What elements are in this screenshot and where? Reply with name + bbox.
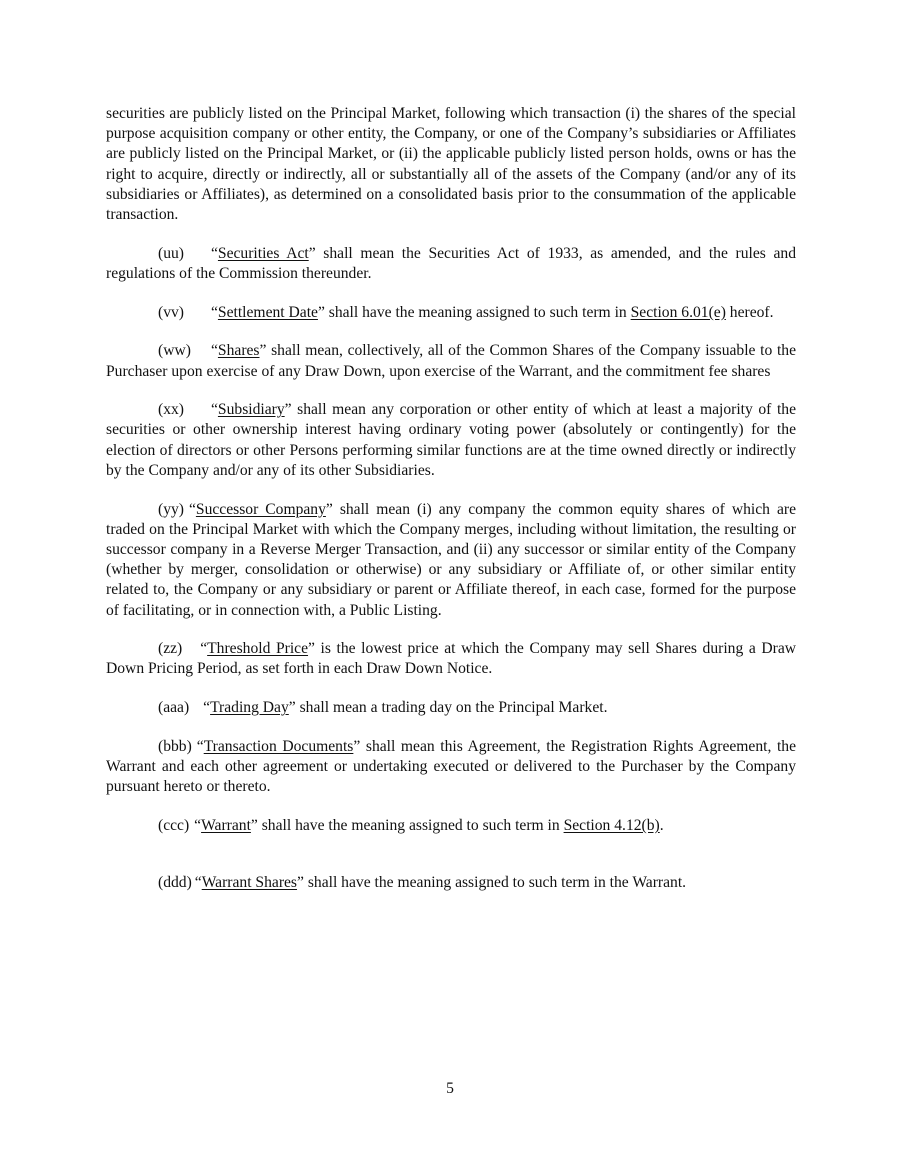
- definition-uu: (uu) “Securities Act” shall mean the Securities Act of 1933, as amended, and the rules and regulations of the Commission thereunder.: [106, 244, 796, 282]
- definition-yy: (yy) “Successor Company” shall mean (i) any company the common equity shares of which are traded on the Principal Market with which the Company merges, including without limitation, the resulting or successor company in a Reverse Merger Transaction, and (ii) any successor or similar entity of the Company (whether by merger, consolidation or otherwise) or any subsidiary or Affiliate of, or other similar entity related to, the Company or any subsidiary or parent or Affiliate thereof, in each case, formed for the purpose of facilitating, or in connection with, a Public Listing.: [106, 500, 796, 619]
- definition-text: shall have the meaning assigned to such term in: [324, 303, 631, 321]
- defined-term: Transaction Documents: [203, 737, 354, 755]
- definition-label: (xx): [158, 401, 184, 419]
- definition-label: (ww): [158, 342, 191, 360]
- definition-text: shall mean any corporation or other entity of which at least a majority of the securities or other ownership interest having ordinary voting power (absolutely or contingently) for the election of directors or other Persons performing similar functions are at the time owned directly or indirectly by the Company and/or any of its other Subsidiaries.: [106, 401, 796, 479]
- definition-label: (yy): [158, 500, 184, 518]
- defined-term: Threshold Price: [207, 640, 309, 658]
- defined-term: Securities Act: [217, 244, 309, 262]
- defined-term: Warrant: [201, 816, 251, 834]
- definition-text: shall mean, collectively, all of the Common Shares of the Company issuable to the Purchaser upon exercise of any Draw Down, upon exercise of the Warrant, and the commitment fee shares: [106, 342, 796, 380]
- definition-text: shall mean this Agreement, the Registration Rights Agreement, the Warrant and each other agreement or undertaking executed or delivered to the Purchaser by the Company pursuant hereto or thereto.: [106, 737, 796, 796]
- definition-text: is the lowest price at which the Company may sell Shares during a Draw Down Pricing Period, as set forth in each Draw Down Notice.: [106, 640, 796, 678]
- definition-label: (uu): [158, 244, 184, 262]
- definition-bbb: (bbb) “Transaction Documents” shall mean this Agreement, the Registration Rights Agreement, the Warrant and each other agreement or undertaking executed or delivered to the Purchaser by the Company pursuant hereto or thereto.: [106, 737, 796, 796]
- definition-label: (ddd): [158, 873, 192, 891]
- definition-text-end: hereof.: [725, 303, 774, 321]
- definition-label: (vv): [158, 303, 184, 321]
- definition-text: shall mean a trading day on the Principal Market.: [295, 699, 608, 717]
- defined-term: Warrant Shares: [201, 873, 298, 891]
- definition-text: shall have the meaning assigned to such term in the Warrant.: [303, 873, 687, 891]
- defined-term: Successor Company: [195, 500, 326, 518]
- definition-aaa: (aaa) “Trading Day” shall mean a trading day on the Principal Market.: [106, 698, 796, 718]
- document-page: [106, 104, 796, 911]
- definition-text: shall mean the Securities Act of 1933, as amended, and the rules and regulations of the Commission thereunder.: [106, 244, 796, 282]
- spacer: [106, 855, 796, 873]
- defined-term: Settlement Date: [217, 303, 318, 321]
- definition-label: (ccc): [158, 816, 190, 834]
- defined-term: Shares: [217, 342, 260, 360]
- section-reference: Section 4.12(b): [563, 816, 660, 834]
- page-number: 5: [446, 1080, 454, 1097]
- definition-label: (bbb): [158, 737, 192, 755]
- definition-ww: (ww) “Shares” shall mean, collectively, all of the Common Shares of the Company issuable to the Purchaser upon exercise of any Draw Down, upon exercise of the Warrant, and the commitment fee shares: [106, 342, 796, 380]
- definition-text-end: .: [659, 816, 664, 834]
- definition-vv: (vv) “Settlement Date” shall have the meaning assigned to such term in Section 6.01(e) hereof.: [106, 303, 796, 323]
- defined-term: Trading Day: [210, 699, 289, 717]
- defined-term: Subsidiary: [217, 401, 285, 419]
- definition-label: (aaa): [158, 699, 190, 717]
- definition-ddd: (ddd) “Warrant Shares” shall have the meaning assigned to such term in the Warrant.: [106, 873, 796, 893]
- definition-label: (zz): [158, 640, 183, 658]
- definition-zz: (zz) “Threshold Price” is the lowest price at which the Company may sell Shares during a Draw Down Pricing Period, as set forth in each Draw Down Notice.: [106, 640, 796, 678]
- definition-ccc: (ccc) “Warrant” shall have the meaning assigned to such term in Section 4.12(b).: [106, 816, 796, 836]
- intro-paragraph: securities are publicly listed on the Principal Market, following which transaction (i) the shares of the special purpose acquisition company or other entity, the Company, or one of the Company’s subsidiaries or Affiliates are publicly listed on the Principal Market, or (ii) the applicable publicly listed person holds, owns or has the right to acquire, directly or indirectly, all or substantially all of the assets of the Company (and/or any of its subsidiaries or Affiliates), as determined on a consolidated basis prior to the consummation of the applicable transaction.: [106, 105, 796, 224]
- definition-text: shall mean (i) any company the common equity shares of which are traded on the Principal Market with which the Company merges, including without limitation, the resulting or successor company in a Reverse Merger Transaction, and (ii) any successor or similar entity of the Company (whether by merger, consolidation or otherwise) or any subsidiary or Affiliate of, or other similar entity related to, the Company or any subsidiary or parent or Affiliate thereof, in each case, formed for the purpose of facilitating, or in connection with, a Public Listing.: [106, 500, 796, 619]
- section-reference: Section 6.01(e): [630, 303, 726, 321]
- definition-text: shall have the meaning assigned to such term in: [257, 816, 564, 834]
- definition-xx: (xx) “Subsidiary” shall mean any corporation or other entity of which at least a majority of the securities or other ownership interest having ordinary voting power (absolutely or contingently) for the election of directors or other Persons performing similar functions are at the time owned directly or indirectly by the Company and/or any of its other Subsidiaries.: [106, 401, 796, 479]
